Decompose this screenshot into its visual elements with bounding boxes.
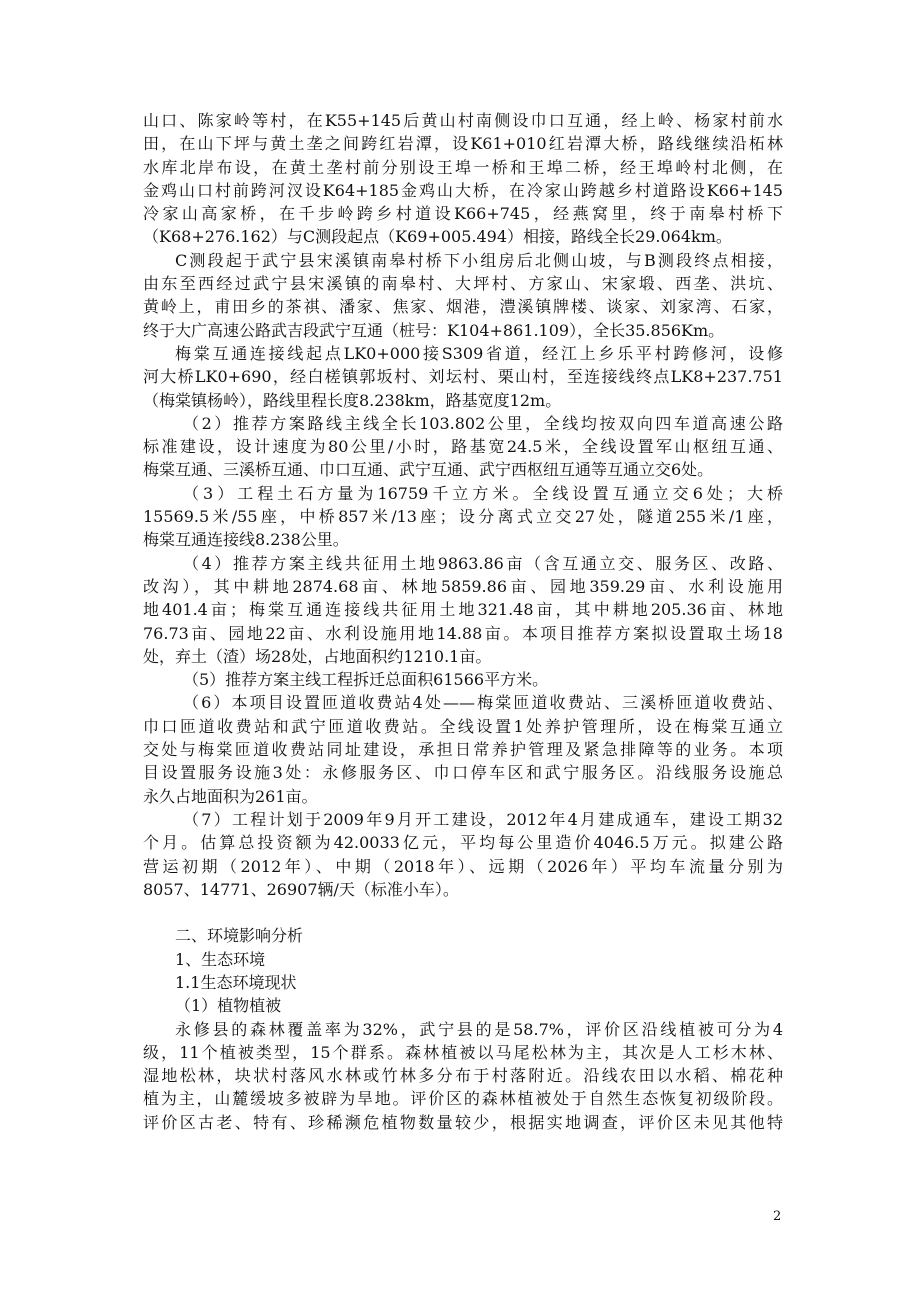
text-line: 植为主，山麓缓坡多被辟为旱地。评价区的森林植被处于自然生态恢复初级阶段。	[143, 1089, 783, 1109]
text-line: （3）工程土石方量为16759千立方米。全线设置互通立交6处；大桥	[183, 483, 783, 503]
item-heading: （1）植物植被	[175, 996, 282, 1016]
text-line: 巾口匝道收费站和武宁匝道收费站。全线设置1处养护管理所，设在梅棠互通立	[143, 716, 783, 736]
text-line: 交处与梅棠匝道收费站同址建设，承担日常养护管理及紧急排障等的业务。本项	[143, 740, 783, 760]
text-line: 营运初期（2012年）、中期（2018年）、远期（2026年）平均车流量分别为	[143, 856, 783, 876]
section-heading: 二、环境影响分析	[175, 926, 304, 946]
text-line: （梅棠镇杨岭），路线里程长度8.238km，路基宽度12m。	[143, 390, 562, 410]
text-line: 梅棠互通连接线8.238公里。	[143, 530, 349, 550]
text-line: 永修县的森林覆盖率为32%，武宁县的是58.7%，评价区沿线植被可分为4	[175, 1019, 783, 1039]
text-line: 梅棠互通、三溪桥互通、巾口互通、武宁互通、武宁西枢纽互通等互通立交6处。	[143, 460, 714, 480]
text-line: 改沟），其中耕地2874.68亩、林地5859.86亩、园地359.29亩、水利设施用	[143, 576, 783, 596]
text-line: 永久占地面积为261亩。	[143, 786, 318, 806]
text-line: （K68+276.162）与C测段起点（K69+005.494）相接，路线全长29.064km。	[143, 227, 732, 247]
text-line: 黄岭上，甫田乡的茶祺、潘家、焦家、烟港，澧溪镇牌楼、谈家、刘家湾、石家，	[143, 297, 783, 317]
body-text	[143, 109, 783, 1134]
text-line: 目设置服务设施3处：永修服务区、巾口停车区和武宁服务区。沿线服务设施总	[143, 763, 783, 783]
text-line: 金鸡山口村前跨河汊设K64+185金鸡山大桥，在冷家山跨越乡村道路设K66+145	[143, 180, 783, 200]
text-line: 田，在山下坪与黄土垄之间跨红岩潭，设K61+010红岩潭大桥，路线继续沿柘林	[143, 134, 783, 154]
text-line: 评价区古老、特有、珍稀濒危植物数量较少，根据实地调查，评价区未见其他特	[143, 1112, 783, 1132]
text-line: 级，11个植被类型，15个群系。森林植被以马尾松林为主，其次是人工杉木林、	[143, 1042, 783, 1062]
text-line: 湿地松林，块状村落风水林或竹林多分布于村落附近。沿线农田以水稻、棉花种	[143, 1066, 783, 1086]
text-line: 梅棠互通连接线起点LK0+000接S309省道，经江上乡乐平村跨修河，设修	[175, 343, 783, 363]
subsection-heading: 1、生态环境	[175, 949, 266, 969]
text-line: 地401.4亩；梅棠互通连接线共征用土地321.48亩，其中耕地205.36亩、林地	[143, 600, 783, 620]
text-line: 个月。估算总投资额为42.0033亿元，平均每公里造价4046.5万元。拟建公路	[143, 833, 783, 853]
text-line: 处，弃土（渣）场28处，占地面积约1210.1亩。	[143, 646, 492, 666]
text-line: 8057、14771、26907辆/天（标准小车）。	[143, 879, 459, 899]
text-line: 76.73亩、园地22亩、水利设施用地14.88亩。本项目推荐方案拟设置取土场18	[143, 623, 783, 643]
text-line: 水库北岸布设，在黄土垄村前分别设王埠一桥和王埠二桥，经王埠岭村北侧，在	[143, 157, 783, 177]
text-line: 冷家山高家桥，在千步岭跨乡村道设K66+745，经燕窝里，终于南皋村桥下	[143, 204, 783, 224]
page-number: 2	[773, 1209, 782, 1224]
text-line: 河大桥LK0+690，经白槎镇郭坂村、刘坛村、栗山村，至连接线终点LK8+237.751	[143, 367, 783, 387]
text-line: （5）推荐方案主线工程拆迁总面积61566平方米。	[183, 670, 549, 690]
subsection-heading: 1.1生态环境现状	[175, 972, 297, 992]
text-line: （6）本项目设置匝道收费站4处——梅棠匝道收费站、三溪桥匝道收费站、	[183, 693, 783, 713]
text-line: C测段起于武宁县宋溪镇南皋村桥下小组房后北侧山坡，与B测段终点相接，	[175, 250, 783, 270]
text-line: 由东至西经过武宁县宋溪镇的南皋村、大坪村、方家山、宋家塅、西垄、洪坑、	[143, 274, 783, 294]
blank-line	[143, 901, 783, 924]
text-line: （2）推荐方案路线主线全长103.802公里，全线均按双向四车道高速公路	[183, 413, 783, 433]
text-line: 标准建设，设计速度为80公里/小时，路基宽24.5米，全线设置军山枢纽互通、	[143, 437, 783, 457]
text-line: 终于大广高速公路武吉段武宁互通（桩号：K104+861.109），全长35.856Km。	[143, 320, 725, 340]
text-line: 15569.5米/55座，中桥857米/13座；设分离式立交27处，隧道255米/1座，	[143, 507, 783, 527]
text-line: 山口、陈家岭等村，在K55+145后黄山村南侧设巾口互通，经上岭、杨家村前水	[143, 111, 783, 130]
text-line: （7）工程计划于2009年9月开工建设，2012年4月建成通车，建设工期32	[183, 809, 783, 829]
text-line: （4）推荐方案主线共征用土地9863.86亩（含互通立交、服务区、改路、	[183, 553, 783, 573]
